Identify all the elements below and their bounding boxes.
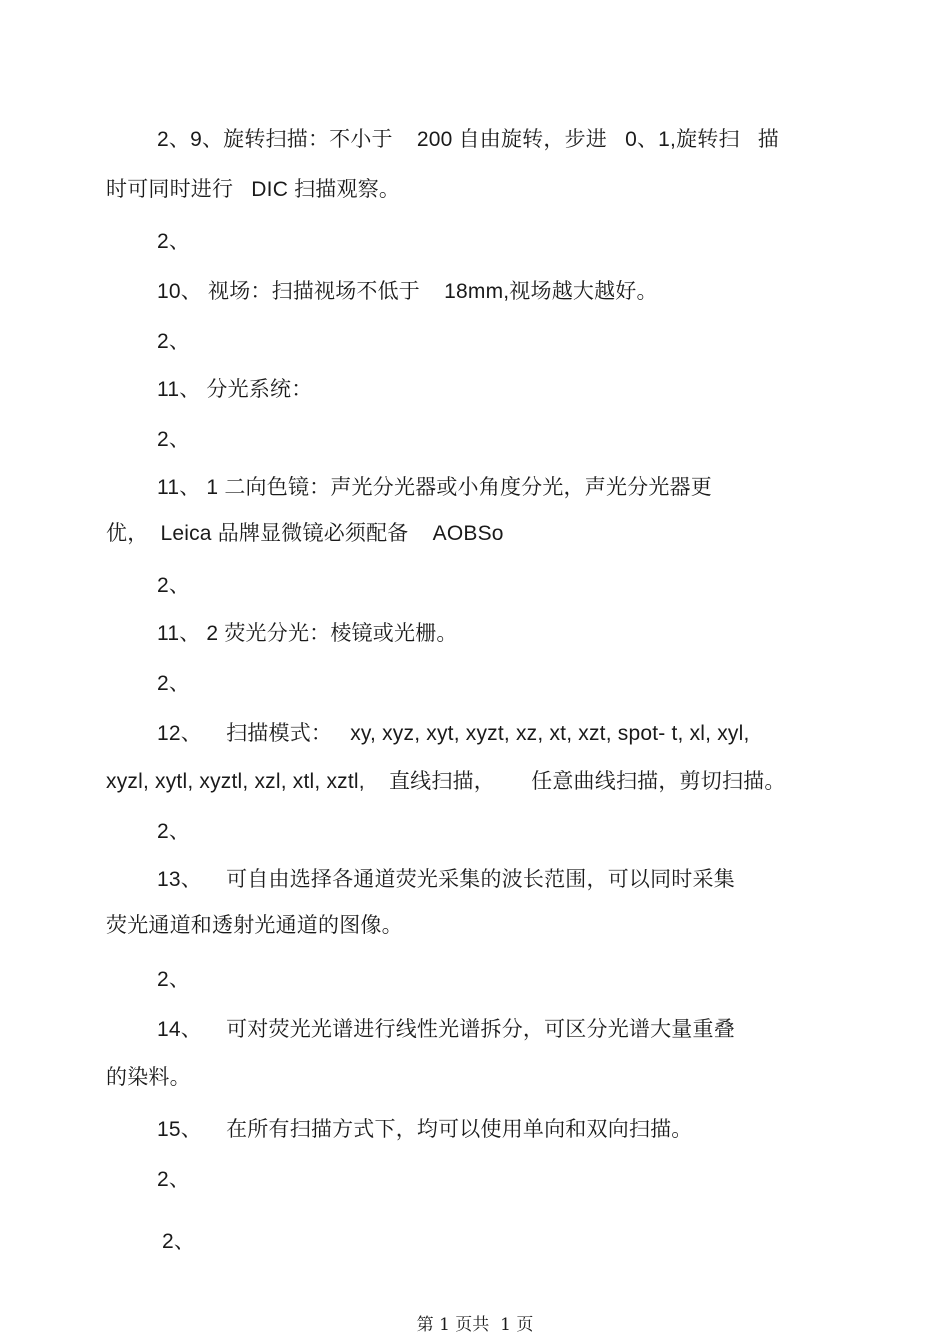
text-line: 10、 视场：扫描视场不低于 18mm,视场越大越好。 bbox=[157, 280, 658, 303]
text-line: 优， Leica 品牌显微镜必须配备 AOBSo bbox=[106, 522, 504, 545]
text-line: 2、 bbox=[157, 428, 191, 451]
text-line: 11、 1 二向色镜：声光分光器或小角度分光，声光分光器更 bbox=[157, 476, 712, 499]
text-line: 2、9、旋转扫描：不小于 200 自由旋转，步进 0、1,旋转扫 描 bbox=[157, 128, 779, 151]
text-line: 荧光通道和透射光通道的图像。 bbox=[106, 914, 403, 937]
text-line: 时可同时进行 DIC 扫描观察。 bbox=[106, 178, 401, 201]
text-line: 2、 bbox=[157, 1168, 191, 1191]
text-line: xyzl, xytl, xyztl, xzl, xtl, xztl, 直线扫描， 任意曲线扫描，剪切扫描。 bbox=[106, 770, 786, 793]
text-line: 12、 扫描模式： xy, xyz, xyt, xyzt, xz, xt, xzt, spot- t, xl, xyl, bbox=[157, 722, 750, 745]
text-line: 的染料。 bbox=[106, 1066, 191, 1089]
text-line: 2、 bbox=[157, 968, 191, 991]
page-footer: 第 1 页共 1 页 bbox=[416, 1315, 534, 1335]
text-line: 13、 可自由选择各通道荧光采集的波长范围，可以同时采集 bbox=[157, 868, 735, 891]
text-line: 2、 bbox=[157, 672, 191, 695]
text-line: 2、 bbox=[157, 230, 191, 253]
text-line: 11、 分光系统： bbox=[157, 378, 313, 401]
text-line: 14、 可对荧光光谱进行线性光谱拆分，可区分光谱大量重叠 bbox=[157, 1018, 735, 1041]
text-line: 2、 bbox=[162, 1230, 196, 1253]
text-line: 2、 bbox=[157, 330, 191, 353]
text-line: 2、 bbox=[157, 574, 191, 597]
text-line: 2、 bbox=[157, 820, 191, 843]
text-line: 15、 在所有扫描方式下，均可以使用单向和双向扫描。 bbox=[157, 1118, 693, 1141]
text-line: 11、 2 荧光分光：棱镜或光栅。 bbox=[157, 622, 458, 645]
